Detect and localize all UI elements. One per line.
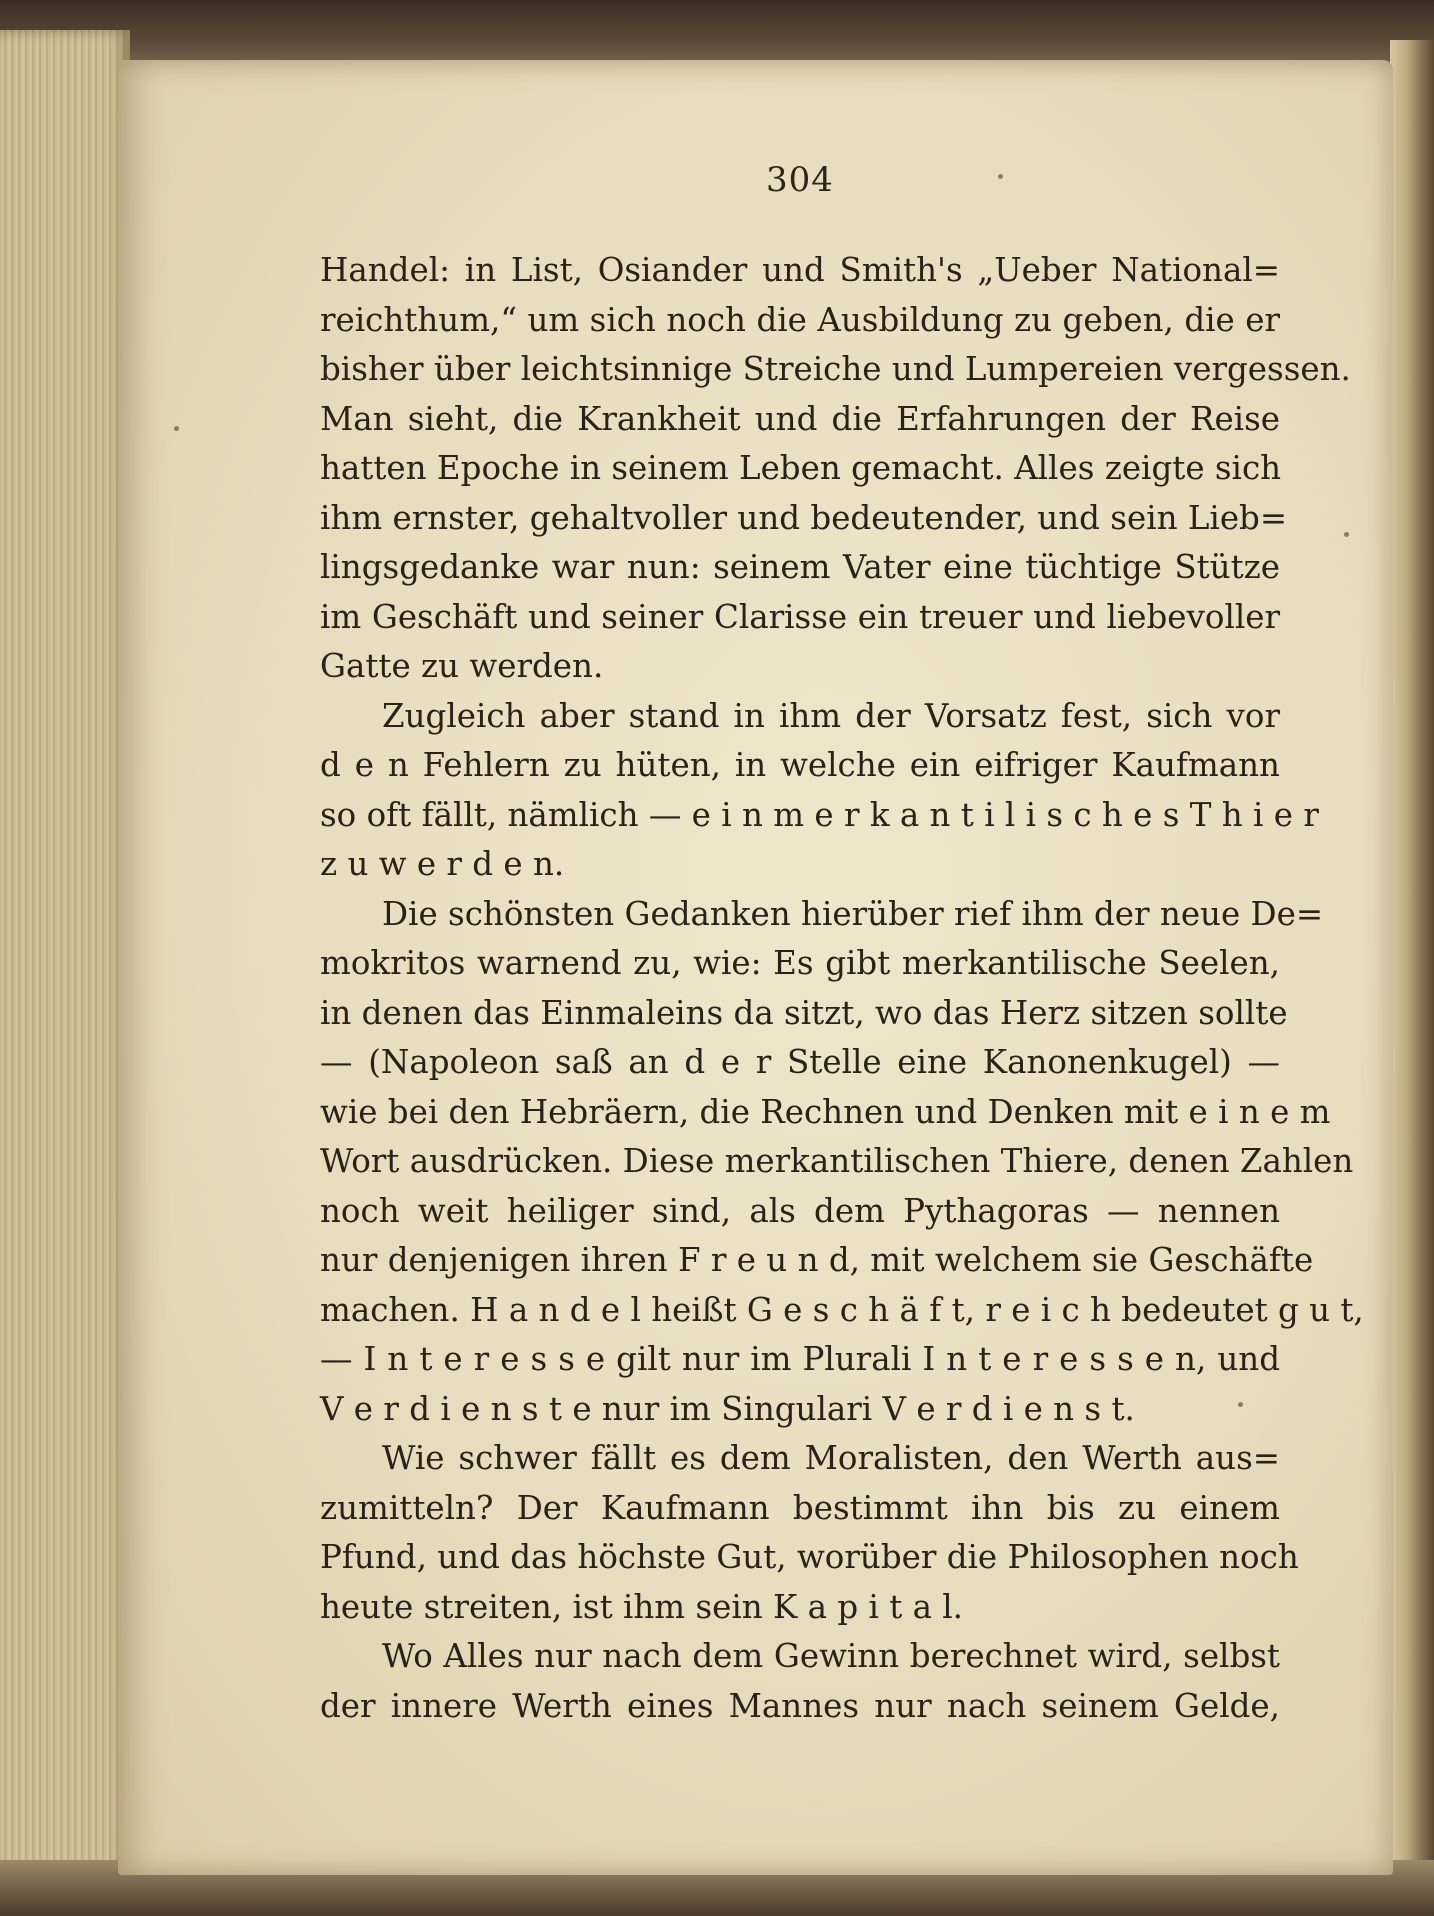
text-line: im Geschäft und seiner Clarisse ein treuer und liebevoller [320, 597, 1280, 636]
book-gutter-right [1390, 40, 1434, 1916]
text-line: Zugleich aber stand in ihm der Vorsatz fest, sich vor [382, 696, 1280, 735]
text-line: wie bei den Hebräern, die Rechnen und Denken mit e i n e m [320, 1092, 1331, 1131]
text-line: Pfund, und das höchste Gut, worüber die Philosophen noch [320, 1538, 1299, 1576]
text-line: Wo Alles nur nach dem Gewinn berechnet wird, selbst [382, 1637, 1280, 1675]
text-line: V e r d i e n s t e nur im Singulari V e r d i e n s t. [320, 1389, 1135, 1428]
text-line: z u w e r d e n. [320, 845, 565, 883]
ink-spot [1344, 532, 1349, 537]
text-line: noch weit heiliger sind, als dem Pythagoras — nennen [320, 1191, 1280, 1230]
text-line: heute streiten, ist ihm sein K a p i t a l. [320, 1587, 964, 1626]
text-line: zumitteln? Der Kaufmann bestimmt ihn bis zu einem [320, 1488, 1280, 1527]
text-line: reichthum,“ um sich noch die Ausbildung zu geben, die er [320, 300, 1280, 339]
ink-spot [998, 174, 1003, 179]
book-page-stack-left [0, 30, 130, 1916]
text-line: der innere Werth eines Mannes nur nach seinem Gelde, [320, 1686, 1280, 1725]
page-number: 304 [766, 160, 834, 200]
text-line: so oft fällt, nämlich — e i n m e r k a n t i l i s c h e s T h i e r [320, 795, 1319, 834]
text-line: — I n t e r e s s e gilt nur im Plurali I n t e r e s s e n, und [320, 1340, 1280, 1378]
text-line: nur denjenigen ihren F r e u n d, mit welchem sie Geschäfte [320, 1241, 1314, 1279]
page-text [320, 246, 1364, 1731]
text-line: Man sieht, die Krankheit und die Erfahrungen der Reise [320, 399, 1280, 438]
text-line: d e n Fehlern zu hüten, in welche ein eifriger Kaufmann [320, 746, 1280, 784]
text-line: bisher über leichtsinnige Streiche und Lumpereien vergessen. [320, 350, 1351, 388]
text-line: hatten Epoche in seinem Leben gemacht. Alles zeigte sich [320, 449, 1282, 487]
text-line: in denen das Einmaleins da sitzt, wo das Herz sitzen sollte [320, 993, 1288, 1032]
text-line: Die schönsten Gedanken hierüber rief ihm der neue De= [382, 894, 1324, 933]
text-line: Handel: in List, Osiander und Smith's „Ueber National= [320, 251, 1280, 289]
text-line: mokritos warnend zu, wie: Es gibt merkantilische Seelen, [320, 944, 1280, 982]
text-line: Wort ausdrücken. Diese merkantilischen Thiere, denen Zahlen [320, 1142, 1354, 1180]
text-line: — (Napoleon saß an d e r Stelle eine Kanonenkugel) — [320, 1043, 1280, 1081]
ink-spot [174, 426, 179, 431]
text-line: lingsgedanke war nun: seinem Vater eine tüchtige Stütze [320, 548, 1280, 586]
text-line: machen. H a n d e l heißt G e s c h ä f t, r e i c h bedeutet g u t, [320, 1290, 1364, 1329]
text-line: ihm ernster, gehaltvoller und bedeutender, und sein Lieb= [320, 498, 1288, 537]
text-line: Gatte zu werden. [320, 647, 604, 685]
text-line: Wie schwer fällt es dem Moralisten, den Werth aus= [382, 1439, 1280, 1477]
